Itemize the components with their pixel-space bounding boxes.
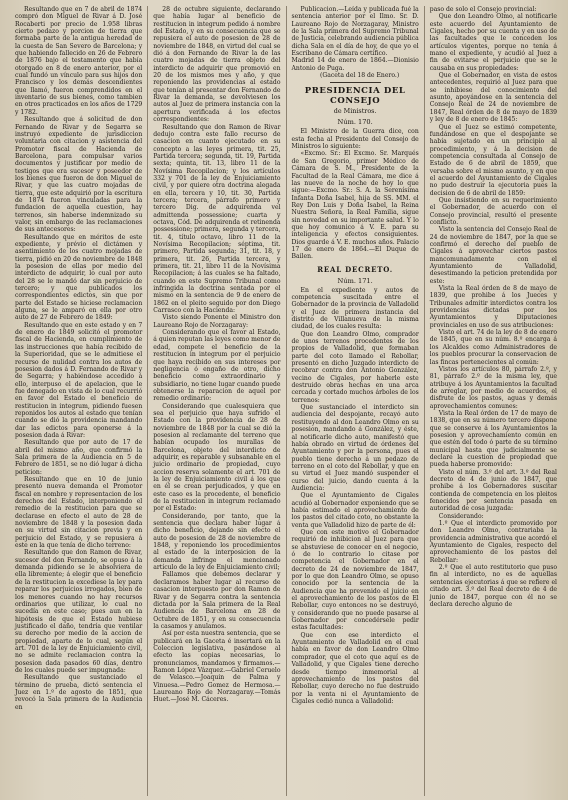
paragraph: Considerando, por tanto, que la sentencia que declara haber lugar á dicho beneficio, dejando sin efecto el auto de posesion de 28 de noviembre de 1848, y reponiendo los procedimientos al estado de la interposicion de la demanda infringe el mencionado artículo de la ley de Enjuiciamiento civil;: [153, 512, 281, 572]
section-subtitle: de Ministros.: [333, 107, 377, 116]
paragraph: Visto siendo Ponente el Ministro don Laureano Rojo de Norzagaray:: [153, 314, 281, 329]
paragraph: Que sustanciado el interdicto sin audiencia del despojante, recayó auto restituyendo al don Leandro Olmo en su posesion, mandando á González, y éste, al notificarle dicho auto, manifestó que había obrado en virtud de órdenes del Ayuntamiento y por la persona, pues el pueblo tiene derecho á un pedazo de terreno en el coto del Rebollar, y que en su virtud el Juez mandó suspender el curso del juicio, dando cuenta á la Audiencia:: [291, 404, 419, 492]
paragraph: Que don Leandro Olmo, comprador de unos terrenos procedentes de los propios de Valladolid, que formaban parte del coto llamado el Rebollar, presentó en dicho Juzgado interdicto de recobrar contra don Antonio González, vecino de Cigales, por haberle este destruido obras hechas en una arca cercada y cortado muchos árboles de los terrenos:: [291, 330, 419, 404]
column-1: [10, 6, 147, 796]
paragraph: Considerando que el favor al Estado, á quien reputan las leyes como menor de edad, compete el beneficio de la restitucion in integrum por el perjuicio que haya recibido en sus intereses por negligencia ó engaño de otro, dicho beneficio como extraordinario y subsidiario, no tiene lugar cuando puede obtenerse la reparacion de aquel por remedio ordinario:: [153, 329, 281, 403]
paragraph: Resultando que por auto de 17 de abril del mismo año, que confirmó la Sala primera de la Audiencia en 5 de Febrero de 1851, se no dió lugar á dicha peticion:: [15, 439, 143, 476]
paragraph: Resultando que don Ramon de Rivar dedujo contra este fallo recurso de casacion en cuanto ejecutado en su concepto a las leyes primera, tit. 25, Partida tercera; segunda, tit. 19, Partida sexta; quinta, tit. 13, libro 11 de la Novísima Recopilacion; y los artículos 332 y 701 de la ley de Enjuiciamiento civil, y por quiere otra doctrina alegada en ella, tercera y 10, tit. 30, Partida tercera; tercera, párrafo primero y tercero Dig. de adquirenda vel admittenda possessione; cuarta y octava, Cód. De adquirenda et retinenda possessione; primera, segunda y tercera, tit. 4, título octavo, libro 11 de la Novísima Recopilacion; séptima, tit. primero, Partida segunda; 31, tit. 18, y primera, tit. 26, Partida tercera, y primera, tit. 21, libro 11 de la Novísima Recopilacion; á las cuales se ha faltado, cuando en este Supremo Tribunal como infringida la doctrina sentada por el mismo en la sentencia de 9 de enero de 1862 en el pleito seguido por don Diego Carrasco con la Hacienda:: [153, 123, 281, 315]
paragraph: Considerando que cualesquiera que sea el perjuicio que haya sufrido el Estado con la providencia de 28 de noviembre de 1848 por la cual se dió la posesion al reclamante del terreno que habían ocupado los murallas de Barcelona, objeto del interdicto de adquirir, es reparable y subsanable en el juicio ordinario de propiedad, cuyo accion reserva solamente el art. 701 de la ley de Enjuiciamiento civil á los que en él se crean perjudicados, y que en este caso es la procedente, el beneficio de la restitucion in integrum reclamado por el Estado:: [153, 402, 281, 513]
considering-heading: Considerando:: [438, 512, 484, 520]
paragraph: Resultando que en 7 de abril de 1874 compró don Miguel de Rivar á D. José Rocaberti por precio de 1.958 libras cierto pedazo y porcion de tierra que formaba parte de la antigua heredad de la cuesta de San Severo de Barcelona; y que habiendo fallecido en 26 de Febrero de 1876 bajo el testamento que había otorgado en 8 de enero anterior, por el cual fundó un vínculo para sus hijos don Francisco y los demás descendientes que llamó, fueron comprendidos en el inventario de sus bienes, como tambien en otros practicados en los años de 1729 y 1782.: [15, 6, 143, 116]
place-date: Madrid 14 de enero de 1864.—Dionisio Antonio de Puga.: [291, 57, 419, 72]
paragraph: Vistos los artículos 80, párrafo 2.º, y 81, párrafo 2.º de la misma ley, que atribuye á los Ayuntamientos la facultad de arreglar, por medio de acuerdos, el disfrute de los pastos, aguas y demás aprovechamientos comunes:: [429, 365, 557, 410]
paragraph: Fallamos que debemos declarar y declaramos haber lugar al recurso de casacion interpuesto por don Ramon de Rivar y de Segarra contra la sentencia dictada por la Sala primera de la Real Audiencia de Barcelona en 28 de Octubre de 1851, y en su consecuencia la casamos y anulamos.: [153, 571, 281, 630]
section-title: PRESIDENCIA DEL CONSEJO: [304, 86, 406, 107]
paragraph: 28 de octubre siguiente, declarando que había lugar al beneficio de restitucion in integrum pedido á nombre del Estado, y en su consecuencia que se repusiera el auto de posesion de 28 de noviembre de 1848, en virtud del cual se dió á don Fernando de Rivar la de las cuatro mojadas de tierra objeto del interdicto de adquirir que promovió en 20 de los mismos mes y año, y que reponiendo las providencias al estado que tenían al presentar don Fernando de Rivar la demanda, se devolviesen los autos al Juez de primera instancia con la apertura verificada á los efectos correspondientes:: [153, 6, 281, 124]
column-4: [424, 6, 562, 796]
paragraph: Vista la Real órden de 8 de mayo de 1839, que prohibe á los Jueces y Tribunales admitir interdictos contra los providencias dictadas por los Ayuntamientos y Diputaciones provinciales en uso de sus atribuciones:: [429, 285, 557, 329]
decree-heading: REAL DECRETO.: [317, 264, 394, 274]
item-number: Núm. 171.: [337, 276, 373, 285]
paragraph: Que insistiendo en su requerimiento el Gobernador, de acuerdo con el Consejo provincial, resultó el presente conflicto.: [429, 196, 557, 226]
paragraph: Que el Ayuntamiento de Cigales acudió al Gobernador exponiendo que se había estimado el aprovechamiento de los pastos del citado coto, no obstante la venta que Valladolid hizo de parte de él:: [291, 492, 419, 529]
column-3: [286, 6, 424, 796]
paragraph: Visto el núm. 3.º del art. 3.º del Real decreto de 4 de junio de 1847, que prohibe á los Gobernadores suscitar contienda de competencia en los pleitos fenecidos por sentencia pasada en autoridad de cosa juzgada:: [429, 468, 557, 513]
paragraph: paso de solo el Consejo provincial:: [429, 6, 537, 13]
paragraph: Resultando que sustanciado el término de prueba, dictó sentencia el Juez en 1.º de agosto de 1851, que revocó la Sala primera de la Audiencia en: [15, 674, 143, 711]
gazette-source: (Gaceta del 18 de Enero.): [320, 72, 400, 80]
paragraph: Resultando que en este estado y en 7 de enero de 1849 solicitó el promotor fiscal de Hacienda, en cumplimiento de las instrucciones que había recibido de la Superioridad, que se le admitiese el recurso de nulidad contra los autos de posesion dados á D. Fernando de Rivar y de Segarra; y habiéndose accedido á ello, interpuso el de apelacion, que le fue denegado en vista de lo cual recurrió en favor del Estado el beneficio de restitucion in integrum, pidiendo fuesen reponidos los autos al estado que tenían cuando se dió la providencia mandando dar las edictos para oponerse á la posesion dada á Rivar:: [15, 321, 143, 439]
paragraph: Vista la Real órden de 17 de mayo de 1838, que en su número tercero dispone que se conserve á los Ayuntamientos la posesion y aprovechamiento común en que estén del todo ó parte de su término municipal hasta que judicialmente se declare la cuestion de propiedad que pueda haberse promovido:: [429, 409, 557, 469]
paragraph: Que con ese interdicto el Ayuntamiento de Valladolid en el cual había en favor de don Leandro Olmo comprador, que el coto que aquí es de Valladolid, y que Cigales tiene derecho desde tiempo inmemorial al aprovechamiento de los pastos del Rebollar, cuyo derecho no fue destruido por la venta ni el Ayuntamiento de Cigales cedió nunca a Valladolid:: [291, 631, 419, 705]
publication-note: Publicacion.—Leída y publicada fué la sentencia anterior por el Ilmo. Sr. D. Laureano Rojo de Norzagaray, Ministro de la Sala primera del Supremo Tribunal de Justicia, celebrando audiencia pública dicha Sala en el día de hoy, de que yo el Escribano de Cámara certifico.: [291, 6, 419, 58]
paragraph: Resultando que á solicitud de don Fernando de Rivar y de Segarra se instruyó expediente de jurisdiccion voluntaria con citacion y asistencia del Promotor fiscal de Hacienda de Barcelona, para compulsar varios documentos y justificar por medio de testigos que era sucesor y poseedor de los bienes que fueron de don Miguel de Rivar, y que las cuatro mojadas de tierra, que este adquirió por la escritura de 1874 fueron vinculadas para la fundacion de aquella cuestion, hay terrenos, sin haberse indemnizado su valor, sin embargo de las reclamaciones de sus antecesores:: [15, 116, 143, 234]
divider: [330, 82, 381, 83]
paragraph: En el expediente y autos de competencia suscitada entre el Gobernador de la provincia de Valladolid y el Juez de primera instancia del distrito de Villanueva de la misma ciudad, de los cuales resulta:: [291, 286, 419, 331]
paragraph: Resultando que en 10 de junio presentó nueva demanda el Promotor fiscal en nombre y representacion de los derechos del Estado, interponiendo el remedio de la restitucion para que se declarase en efecto el auto de 28 de noviembre de 1848 y la posesion dada en su virtud sin citacion previa y en perjuicio del Estado, y se repusiera á este en la que tenía de dicho terreno:: [15, 476, 143, 550]
paragraph: Resultando que en méritos de este expediente, y prévio el dictámen y asentimiento de los cuatro mojadas de tierra, pidió en 20 de noviembre de 1848 la posesion de ellas por medio del interdicto de adquirir, lo cual por auto del 28 se le mandó dar sin perjuicio de tercero; y que publicados los correspondientes edictos, sin que por parte del Estado se hiciese reclamacion alguna, se le amparó en ella por otro auto de 27 de Febrero de 1849:: [15, 233, 143, 322]
paragraph: Resultando que don Ramon de Rivar, sucesor del don Fernando, se opuso á la demanda pidiendo se le absolviera de ella libremente; á elegir que el beneficio de la restitucion la excediese la ley para reparar los perjuicios irrogados, bien de los menores cuando no hay recursos ordinarios que utilizar, lo cual no sucedía en este caso; pues aun en la hipótesis de que el Estado hubiese justificado el daño, tendría que ventilar su derecho por medio de la accion de propiedad, aparte de lo cual, según el art. 701 de la ley de Enjuiciamiento civil, no se admite reclamacion contra la posesion dada pasados 60 días, dentro de los cuales puede ser impugnada:: [15, 549, 143, 674]
paragraph: Visto la sentencia del Consejo Real de 24 de noviembre de 1847, por la que se confirmó el derecho del pueblo de Cigales á aprovechar ciertos pastos mancomunadamente con el Ayuntamiento de Valladolid, desestimando la peticion pretendida por este:: [429, 226, 557, 285]
paragraph: 1.º Que el interdicto promovido por don Leandro Olmo, contrariaba la providencia administrativa que acordó el Ayuntamiento de Cigales, respecto del aprovechamiento de los pastos del Rebollar:: [429, 520, 557, 564]
paragraph: Que el Gobernador, en vista de estos antecedentes, requirió al Juez para que se inhibiese del conocimiento del asunto, apoyándose en la sentencia del Consejo Real de 24 de noviembre de 1847, Real órden de 8 de mayo de 1839 y ley de 8 de enero de 1845:: [429, 72, 557, 124]
paragraph: Que el Juez se estimó competente, fundándose en que el despojante se había sujetado en un principio al procedimiento, y á la decision de competencia consultada al Consejo de Estado de 6 de abril de 1859, que versaba sobre el mismo asunto, y en que el acuerdo del Ayuntamiento de Cigales no pudo destruir la ejecutoria pues la decision de 6 de abril de 1859:: [429, 123, 557, 197]
paragraph: Visto el art. 74 de la ley de 8 de enero de 1845, que en su núm. 8.º encarga á los Alcaldes como Administradores de los pueblos procurar la conservacion de las fincas pertenecientes al común:: [429, 329, 557, 366]
paragraph: 2.º Que el auto restitutorio que puso fin al interdicto, no es de aquellas sentencias ejecutorias á que se refiere el citado art. 3.º del Real decreto de 4 de junio de 1847, porque con él no se declara derecho alguno de: [429, 564, 557, 608]
item-number: Núm. 170.: [337, 118, 373, 127]
paragraph: «Excmo. Sr.: El Excmo. Sr. Marqués de San Gregorio, primer Médico de Cámara de S. M., Presidente de la Facultad de la Real Cámara, me dice á las nueve de la noche de hoy lo que sigue:—Excmo. Sr.: S. A. la Serenísima Infanta Doña Isabel, hija de SS. MM. el Rey Don Luis y Doña Isabel, la Reina Nuestra Señora, la Real Familia, sigue sin novedad en su importante salud. Y lo que hoy comunico á V. E. para su inteligencia y efectos consiguientes. Dios guarde á V. E. muchos años. Palacio 17 de enero de 1864.—El Duque de Bailen.: [291, 150, 419, 261]
signatures: Así por esta nuestra sentencia, que se publicará en la Gaceta é insertará en la Coleccion legislativa, pasándose al efecto las copias necesarias, lo pronunciamos, mandamos y firmamos.—Ramon López Vázquez.—Gabriel Ceruelo de Velasco.—Joaquin de Palma y Vinuesa.—Pedro Gomez de Hermosa.—Laureano Rojo de Norzagaray.—Tomás Huet.—José M. Cáceres.: [153, 630, 281, 704]
paragraph: Que con este motivo el Gobernador requirió de inhibicion al Juez para que se abstuviese de conocer en el negocio, ó de lo contrario lo citase por competencia el Gobernador en el decreto de 24 de noviembre de 1847, por lo que don Leandro Olmo, se opuso conocido por la sentencia de la Audiencia que ha prevenido el juicio en el aprovechamiento de los pastos de El Rebollar, cuyo entonces no se destruyó, y considerando que no puede pasarse al Gobernador por concedérsele pedir estas facultades:: [291, 528, 419, 632]
paragraph: Que don Leandro Olmo, al notificarle este acuerdo del Ayuntamiento de Cigales, hecho por su cuenta y en uso de las facultades que le conceden los artículos vigentes, porque no tenía á mano el expediente, y acudió al Juez a fin de evitarse el perjuicio que se le causaba en sus propiedades:: [429, 13, 557, 72]
paragraph: El Ministro de la Guerra dice, con esta fecha al Presidente del Consejo de Ministros lo siguiente:: [291, 128, 419, 151]
column-2: [147, 6, 285, 796]
